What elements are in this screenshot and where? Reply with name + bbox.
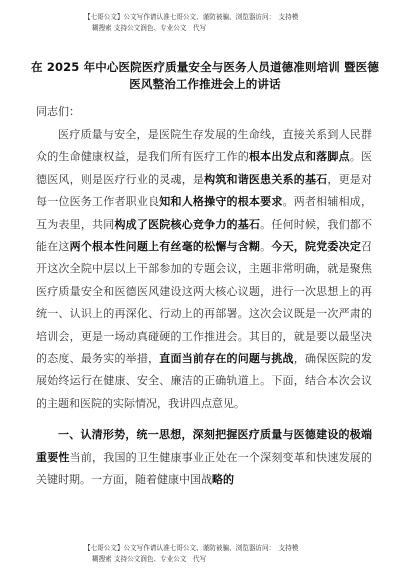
page-header-notice bbox=[84, 12, 346, 34]
emphasis-text: 构成了医院核心竞争力的基石 bbox=[114, 217, 261, 231]
emphasis-text: 知和人格操守的根本要求 bbox=[159, 195, 283, 209]
emphasis-text: 构筑和谐医患关系的基石 bbox=[204, 172, 328, 186]
header-line-1: 【七哥公文】公文写作请认准七哥公文、谨防被骗、浏览器访问： 支持模 bbox=[84, 13, 299, 21]
section-heading-1: 一、认清形势，统一思想，深刻把握医疗质量与医德建设的极端重要性 bbox=[36, 428, 372, 464]
emphasis-text: 今天，院党委决定 bbox=[271, 240, 362, 254]
salutation: 同志们： bbox=[36, 105, 80, 118]
document-body bbox=[36, 124, 372, 492]
text-run: 。医德医风，则是医疗行业的灵魂，是 bbox=[36, 150, 373, 186]
paragraph-section-1 bbox=[36, 424, 372, 491]
text-run: ，确保医院的发展始终运行在健康、安全、廉洁的正确轨道上。下面，结合本次会议的主题和医院的实际情况，我讲四点意见。 bbox=[36, 352, 373, 410]
text-run: 医疗质量与安全，是医院生存发展的生命线，直接关系到人民群众的生命健康权益，是我们所有医疗工作的 bbox=[36, 128, 372, 164]
footer-line-2: 糊搜索 支持公文润色、专业公文 代写 bbox=[92, 555, 207, 563]
text-run: 。任何时候，我们都不能在这 bbox=[36, 217, 373, 254]
document-title: 在 2025 年中心医院医疗质量安全与医务人员道德准则培训 暨医德医风整治工作推进会上的讲话 bbox=[31, 60, 379, 91]
text-run: 。 bbox=[260, 240, 272, 254]
emphasis-text: 根本出发点和落脚点 bbox=[248, 150, 350, 164]
text-run: 召开这次全院中层以上干部参加的专题会议，主题非常明确，就是聚焦医疗质量安全和医德医风建设这两大核心议题，进行一次思想上的再统一、认识上的再深化、行动上的再部署。这次会议既是一次严肃的培训会，更是一场动真碰硬的工作推进会。其目的，就是要以最坚决的态度、最务实的举措， bbox=[36, 240, 373, 366]
text-run: 。两者相辅相成，互为表里，共同 bbox=[36, 195, 373, 231]
footer-line-1: 【七哥公文】公文写作请认准七哥公文、谨防被骗、浏览器访问： 支持模 bbox=[84, 544, 299, 552]
emphasis-text: 两个根本性问题上有丝毫的松懈与含糊 bbox=[69, 240, 261, 254]
emphasis-text: 略的 bbox=[212, 473, 234, 487]
text-run: 当前，我国的卫生健康事业正处在一个深刻变革和快速发展的关键时期。一方面，随着健康中国战 bbox=[36, 450, 373, 487]
paragraph-intro bbox=[36, 124, 372, 415]
header-line-2: 糊搜索 支持公文润色、专业公文 代写 bbox=[92, 24, 207, 32]
emphasis-text: 直面当前存在的问题与挑战 bbox=[159, 352, 294, 366]
page-footer-notice bbox=[84, 543, 346, 565]
text-run: ，更是对每一位医务工作者职业良 bbox=[36, 172, 373, 209]
